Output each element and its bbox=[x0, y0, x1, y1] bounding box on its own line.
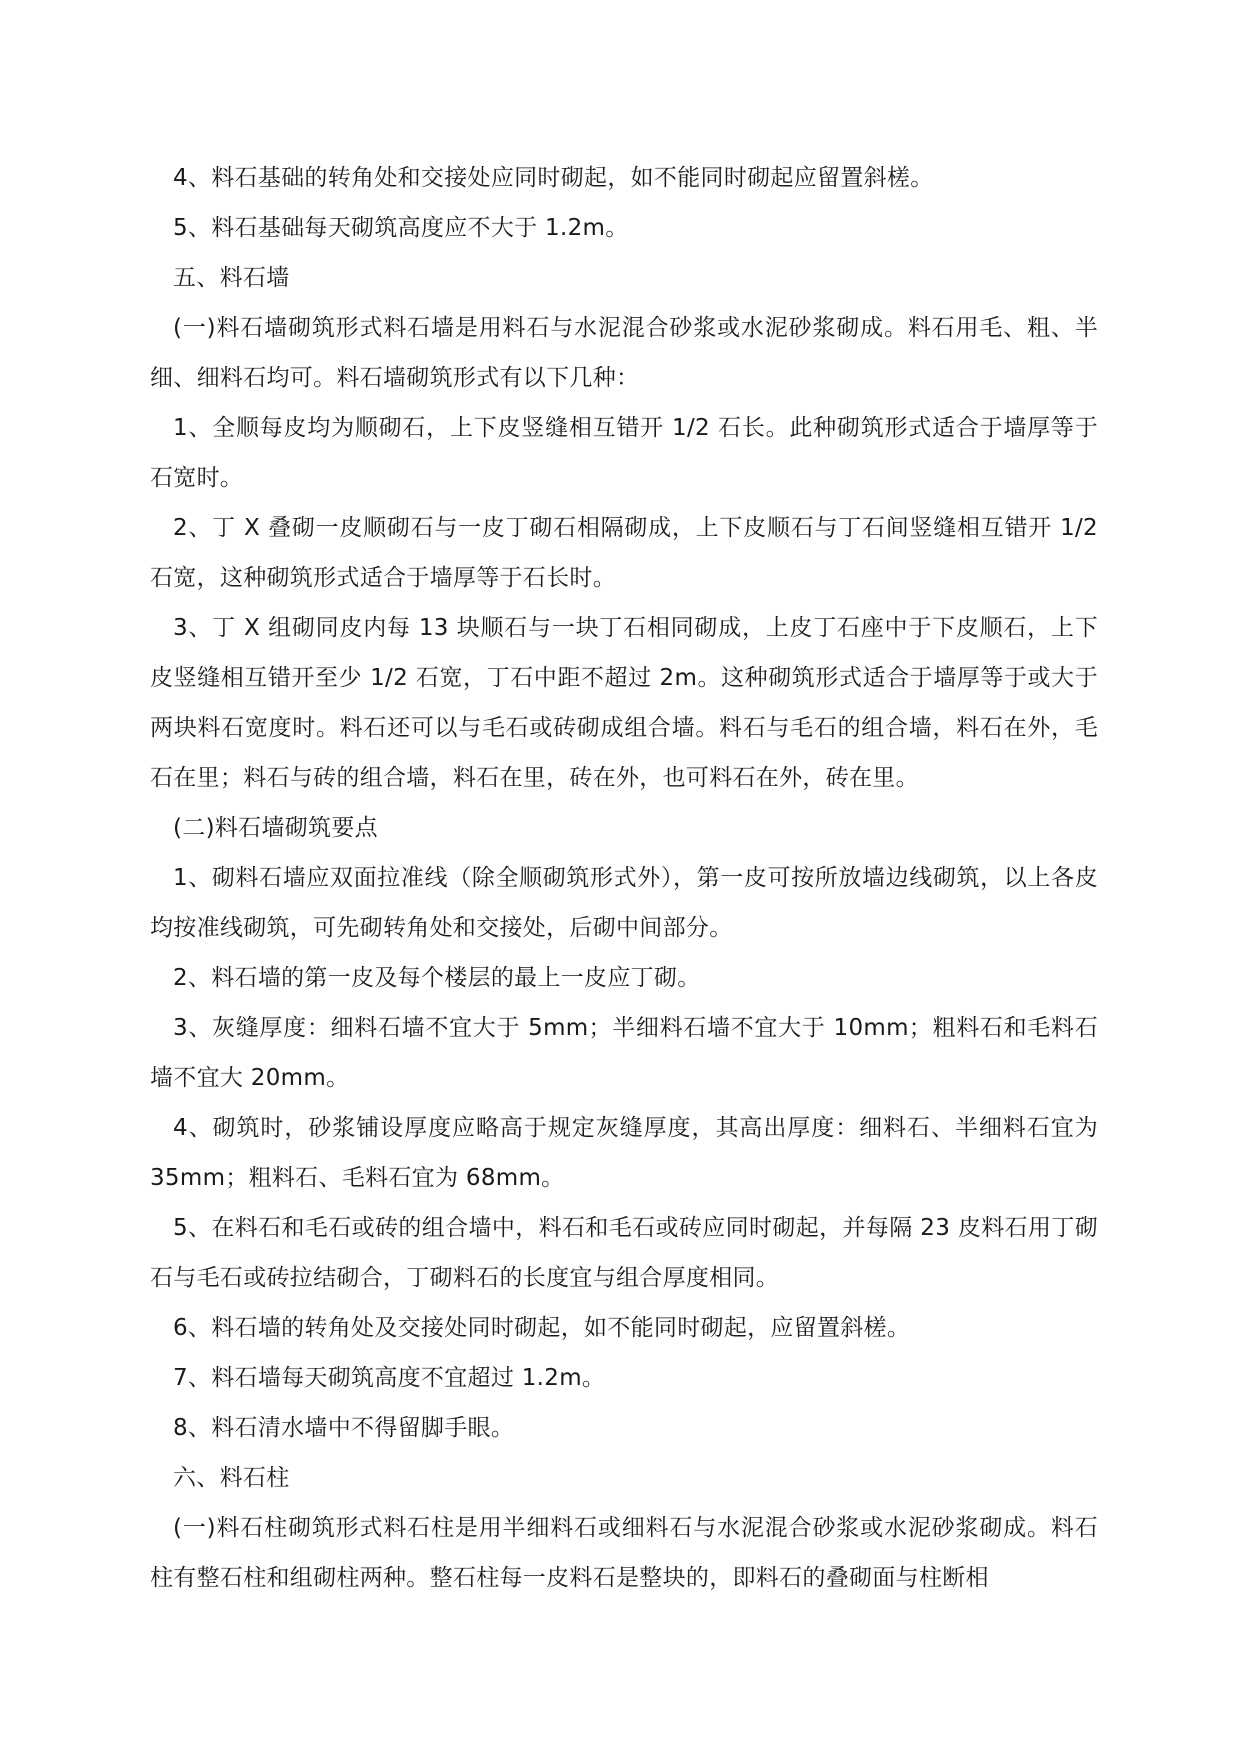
paragraph-7: 1、砌料石墙应双面拉准线（除全顺砌筑形式外），第一皮可按所放墙边线砌筑，以上各皮均按准线砌筑，可先砌转角处和交接处，后砌中间部分。 bbox=[150, 865, 1098, 941]
paragraph-11: 5、在料石和毛石或砖的组合墙中，料石和毛石或砖应同时砌起，并每隔 23 皮料石用丁砌石与毛石或砖拉结砌合，丁砌料石的长度宜与组合厚度相同。 bbox=[150, 1215, 1098, 1291]
paragraph-15: (一)料石柱砌筑形式料石柱是用半细料石或细料石与水泥混合砂浆或水泥砂浆砌成。料石柱有整石柱和组砌柱两种。整石柱每一皮料石是整块的，即料石的叠砌面与柱断相 bbox=[150, 1515, 1098, 1591]
paragraph-6: 3、丁 X 组砌同皮内每 13 块顺石与一块丁石相同砌成，上皮丁石座中于下皮顺石，上下皮竖缝相互错开至少 1/2 石宽，丁石中距不超过 2m。这种砌筑形式适合于墙厚等于或大于两块料石宽度时。料石还可以与毛石或砖砌成组合墙。料石与毛石的组合墙，料石在外，毛石在里；料石与砖的组合墙，料石在里，砖在外，也可料石在外，砖在里。 bbox=[150, 615, 1098, 791]
section-heading-5: 五、料石墙 bbox=[173, 265, 290, 291]
paragraph-1: 4、料石基础的转角处和交接处应同时砌起，如不能同时砌起应留置斜槎。 bbox=[173, 165, 934, 191]
paragraph-2: 5、料石基础每天砌筑高度应不大于 1.2m。 bbox=[173, 215, 629, 241]
paragraph-4: 1、全顺每皮均为顺砌石，上下皮竖缝相互错开 1/2 石长。此种砌筑形式适合于墙厚等于石宽时。 bbox=[150, 415, 1098, 491]
document-body bbox=[150, 153, 1098, 1603]
paragraph-3: (一)料石墙砌筑形式料石墙是用料石与水泥混合砂浆或水泥砂浆砌成。料石用毛、粗、半细、细料石均可。料石墙砌筑形式有以下几种： bbox=[150, 315, 1098, 391]
paragraph-10: 4、砌筑时，砂浆铺设厚度应略高于规定灰缝厚度，其高出厚度：细料石、半细料石宜为 35mm；粗料石、毛料石宜为 68mm。 bbox=[150, 1115, 1098, 1191]
paragraph-9: 3、灰缝厚度：细料石墙不宜大于 5mm；半细料石墙不宜大于 10mm；粗料石和毛料石墙不宜大 20mm。 bbox=[150, 1015, 1098, 1091]
paragraph-8: 2、料石墙的第一皮及每个楼层的最上一皮应丁砌。 bbox=[173, 965, 701, 991]
paragraph-13: 7、料石墙每天砌筑高度不宜超过 1.2m。 bbox=[173, 1365, 606, 1391]
paragraph-14: 8、料石清水墙中不得留脚手眼。 bbox=[173, 1415, 515, 1441]
subsection-heading: (二)料石墙砌筑要点 bbox=[173, 815, 378, 841]
paragraph-12: 6、料石墙的转角处及交接处同时砌起，如不能同时砌起，应留置斜槎。 bbox=[173, 1315, 911, 1341]
section-heading-6: 六、料石柱 bbox=[173, 1465, 290, 1491]
paragraph-5: 2、丁 X 叠砌一皮顺砌石与一皮丁砌石相隔砌成，上下皮顺石与丁石间竖缝相互错开 1/2 石宽，这种砌筑形式适合于墙厚等于石长时。 bbox=[150, 515, 1098, 591]
